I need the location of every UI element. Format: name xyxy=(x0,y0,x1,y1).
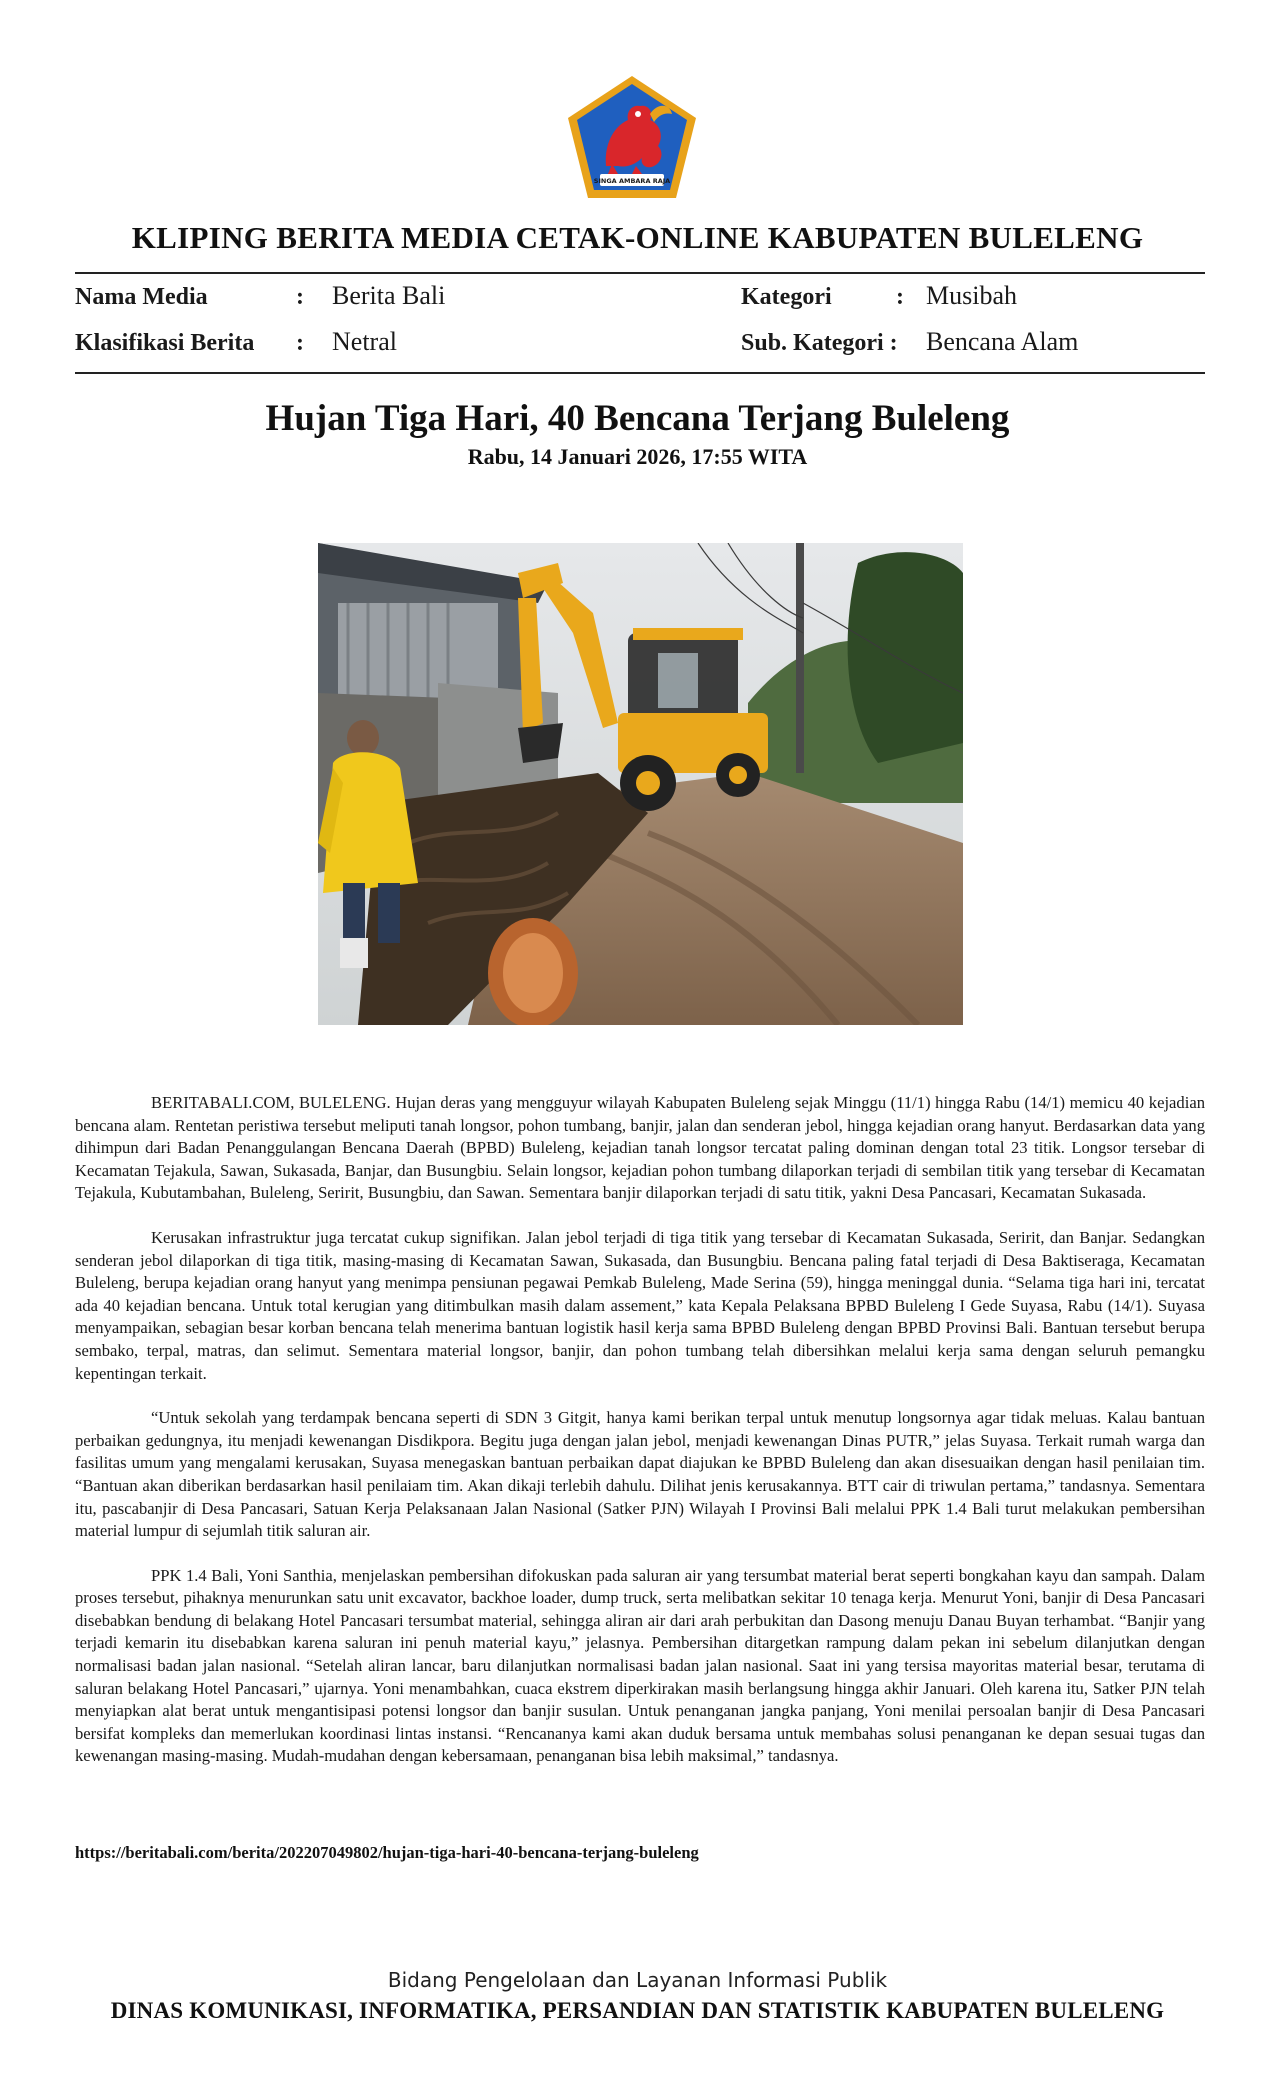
article-photo xyxy=(318,543,963,1025)
article-headline: Hujan Tiga Hari, 40 Bencana Terjang Buleleng xyxy=(265,398,1010,439)
article-paragraph: Kerusakan infrastruktur juga tercatat cukup signifikan. Jalan jebol terjadi di tiga titik yang tersebar di Kecamatan Sukasada, Seririt, dan Banjar. Sedangkan senderan jebol dilaporkan di tiga titik, masing-masing di Kecamatan Sawan, Sukasada, dan Busungbiu. Bencana paling fatal terjadi di Desa Baktiseraga, Kecamatan Buleleng, berupa kejadian orang hanyut yang menimpa pensiunan pegawai Pemkab Buleleng, Made Serina (59), hingga meninggal dunia. “Selama tiga hari ini, tercatat ada 40 kejadian bencana. Untuk total kerugian yang ditimbulkan masih dalam assement,” kata Kepala Pelaksana BPBD Buleleng I Gede Suyasa, Rabu (14/1). Suyasa menyampaikan, sebagian besar korban bencana telah menerima bantuan logistik hasil kerja sama BPBD Buleleng dengan BPBD Provinsi Bali. Bantuan tersebut berupa sembako, terpal, matras, dan selimut. Sementara material longsor, banjir, dan pohon tumbang telah dibersihkan melalui kerja sama dengan seluruh pemangku kepentingan terkait. xyxy=(75,1227,1205,1383)
article-paragraph: PPK 1.4 Bali, Yoni Santhia, menjelaskan pembersihan difokuskan pada saluran air yang tersumbat material berat seperti bongkahan kayu dan sampah. Dalam proses tersebut, pihaknya menurunkan satu unit excavator, backhoe loader, dump truck, serta melibatkan sekitar 10 tenaga kerja. Menurut Yoni, banjir di Desa Pancasari disebabkan bendung di belakang Hotel Pancasari tersumbat material, sehingga aliran air dari arah perbukitan dan Dasong menuju Danau Buyan terhambat. “Banjir yang terjadi kemarin itu disebabkan karena saluran ini penuh material kayu,” jelasnya. Pembersihan ditargetkan rampung dalam pekan ini sebelum dilanjutkan dengan normalisasi badan jalan nasional. “Setelah aliran lancar, baru dilanjutkan normalisasi badan jalan nasional. Saat ini yang tersisa mayoritas material besar, terutama di saluran belakang Hotel Pancasari,” ujarnya. Yoni menambahkan, cuaca ekstrem diperkirakan masih berlangsung hingga akhir Januari. Oleh karena itu, Satker PJN telah menyiapkan alat berat untuk mengantisipasi potensi longsor dan banjir susulan. Untuk penanganan jangka panjang, Yoni menilai persoalan banjir di Desa Pancasari bersifat kompleks dan memerlukan koordinasi lintas instansi. “Rencananya kami akan duduk bersama untuk membahas solusi penanganan ke depan sesuai tugas dan kewenangan masing-masing. Mudah-mudahan dengan kebersamaan, penanganan bisa lebih maksimal,” tandasnya. xyxy=(75,1565,1205,1766)
nama-media-colon: : xyxy=(296,284,304,310)
kategori-colon: : xyxy=(896,284,904,310)
source-url[interactable]: https://beritabali.com/berita/202207049802/hujan-tiga-hari-40-bencana-terjang-buleleng xyxy=(75,1843,699,1862)
footer-agency: DINAS KOMUNIKASI, INFORMATIKA, PERSANDIAN DAN STATISTIK KABUPATEN BULELENG xyxy=(110,1998,1165,2023)
nama-media-value: Berita Bali xyxy=(332,281,446,310)
nama-media-label: Nama Media xyxy=(75,284,208,310)
article-paragraph: BERITABALI.COM, BULELENG. Hujan deras yang mengguyur wilayah Kabupaten Buleleng sejak Minggu (11/1) hingga Rabu (14/1) memicu 40 kejadian bencana alam. Rentetan peristiwa tersebut meliputi tanah longsor, pohon tumbang, banjir, jalan dan senderan jebol, hingga kejadian orang hanyut. Berdasarkan data yang dihimpun dari Badan Penanggulangan Bencana Daerah (BPBD) Buleleng, kejadian tanah longsor tercatat paling dominan dengan total 23 titik. Longsor tersebar di Kecamatan Tejakula, Sawan, Sukasada, Banjar, dan Busungbiu. Selain longsor, kejadian pohon tumbang dilaporkan terjadi di sembilan titik yang tersebar di Kecamatan Tejakula, Kubutambahan, Buleleng, Seririt, Busungbiu, dan Sawan. Sementara banjir dilaporkan terjadi di satu titik, yakni Desa Pancasari, Kecamatan Sukasada. xyxy=(75,1093,1205,1203)
article-paragraph: “Untuk sekolah yang terdampak bencana seperti di SDN 3 Gitgit, hanya kami berikan terpal untuk menutup longsornya agar tidak meluas. Kalau bantuan perbaikan gedungnya, itu menjadi kewenangan Disdikpora. Begitu juga dengan jalan jebol, menjadi kewenangan Dinas PUTR,” jelas Suyasa. Terkait rumah warga dan fasilitas umum yang mengalami kerusakan, Suyasa menegaskan bantuan perbaikan dapat diajukan ke BPBD Buleleng dan akan disesuaikan dengan hasil penilaian tim. “Bantuan akan diberikan berdasarkan hasil penilaiam tim. Akan dikaji terlebih dahulu. Dilihat jenis kerusakannya. BTT cair di triwulan pertama,” tandasnya. Sementara itu, pascabanjir di Desa Pancasari, Satuan Kerja Pelaksanaan Jalan Nasional (Satker PJN) Wilayah I Provinsi Bali melalui PPK 1.4 Bali turut melakukan pembersihan material lumpur di sejumlah titik saluran air. xyxy=(75,1408,1205,1541)
klasifikasi-colon: : xyxy=(296,330,304,356)
kategori-label: Kategori xyxy=(741,284,832,310)
article-dateline: Rabu, 14 Januari 2026, 17:55 WITA xyxy=(467,444,808,469)
sub-kategori-label: Sub. Kategori : xyxy=(741,330,898,356)
kategori-value: Musibah xyxy=(926,281,1017,310)
svg-text:SINGA AMBARA RAJA: SINGA AMBARA RAJA xyxy=(593,177,671,185)
kliping-title: KLIPING BERITA MEDIA CETAK-ONLINE KABUPATEN BULELENG xyxy=(131,220,1144,255)
klasifikasi-value: Netral xyxy=(332,327,397,356)
klasifikasi-label: Klasifikasi Berita xyxy=(75,330,255,356)
kabupaten-buleleng-logo xyxy=(566,74,698,200)
sub-kategori-value: Bencana Alam xyxy=(926,327,1079,356)
header-bottom-rule xyxy=(75,372,1205,374)
header-top-rule xyxy=(75,272,1205,274)
article-body xyxy=(75,1092,1205,1790)
footer-division: Bidang Pengelolaan dan Layanan Informasi Publik xyxy=(387,1968,888,1992)
